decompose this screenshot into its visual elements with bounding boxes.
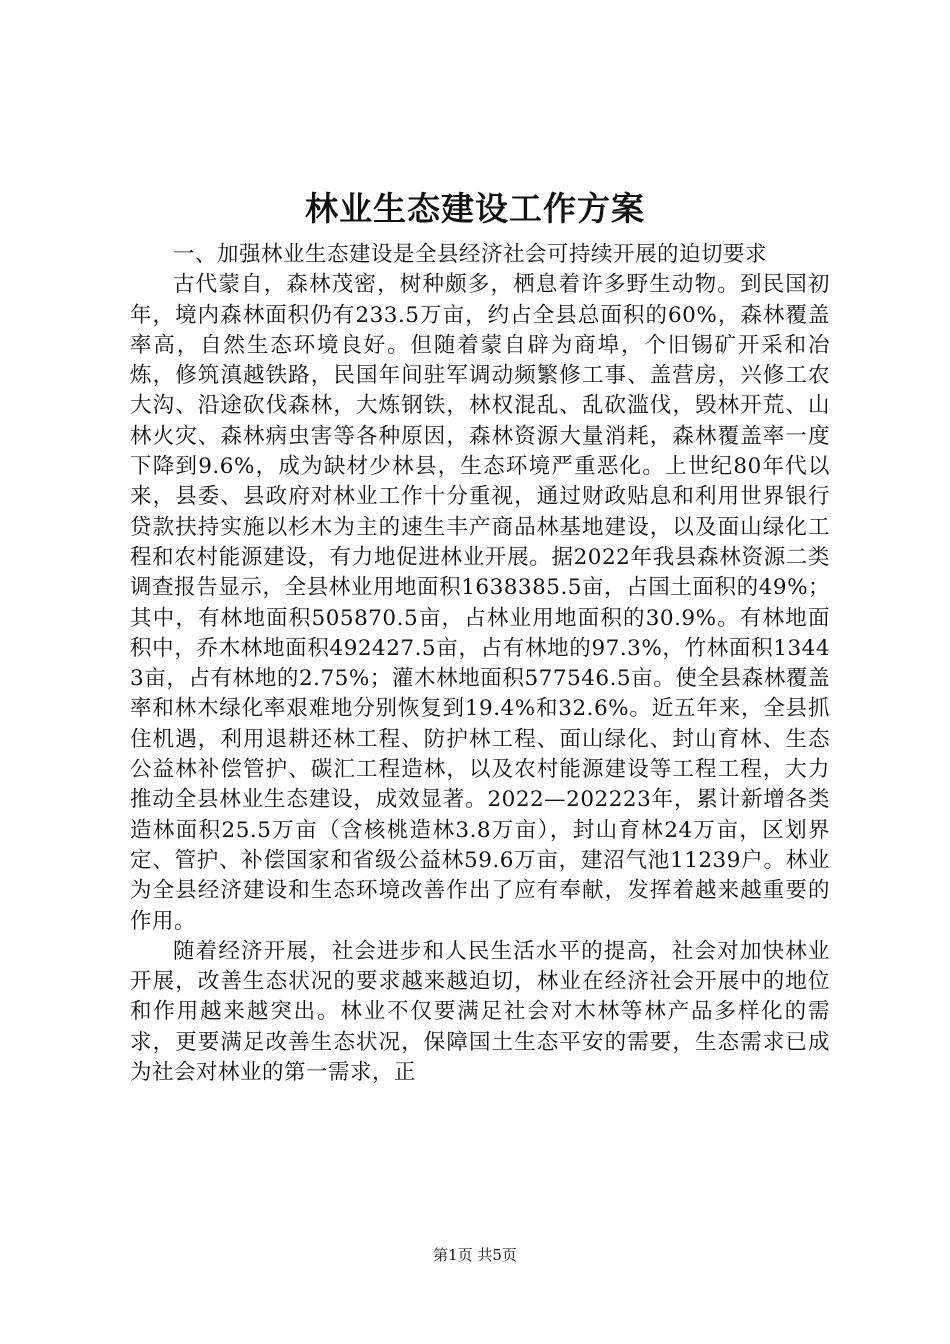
page-footer: 第1页 共5页 xyxy=(433,1246,517,1264)
body-paragraph: 古代蒙自，森林茂密，树种颇多，栖息着许多野生动物。到民国初年，境内森林面积仍有233.5万亩，约占全县总面积的60%，森林覆盖率高，自然生态环境良好。但随着蒙自辟为商埠，个旧锡矿开采和冶炼，修筑滇越铁路，民国年间驻军调动频繁修工事、盖营房，兴修工农大沟、沿途砍伐森林，大炼钢铁，林权混乱、乱砍滥伐，毁林开荒、山林火灾、森林病虫害等各种原因，森林资源大量消耗，森林覆盖率一度下降到9.6%，成为缺材少林县，生态环境严重恶化。上世纪80年代以来，县委、县政府对林业工作十分重视，通过财政贴息和利用世界银行贷款扶持实施以杉木为主的速生丰产商品林基地建设，以及面山绿化工程和农村能源建设，有力地促进林业开展。据2022年我县森林资源二类调查报告显示，全县林业用地面积1638385.5亩，占国土面积的49%；其中，有林地面积505870.5亩，占林业用地面积的30.9%。有林地面积中，乔木林地面积492427.5亩，占有林地的97.3%，竹林面积13443亩，占有林地的2.75%；灌木林地面积577546.5亩。使全县森林覆盖率和林木绿化率艰难地分别恢复到19.4%和32.6%。近五年来，全县抓住机遇，利用退耕还林工程、防护林工程、面山绿化、封山育林、生态公益林补偿管护、碳汇工程造林，以及农村能源建设等工程工程，大力推动全县林业生态建设，成效显著。2022—202223年，累计新增各类造林面积25.5万亩（含核桃造林3.8万亩），封山育林24万亩，区划界定、管护、补偿国家和省级公益林59.6万亩，建沼气池11239户。林业为全县经济建设和生态环境改善作出了应有奉献，发挥着越来越重要的作用。 xyxy=(130,272,830,934)
body-paragraph: 随着经济开展，社会进步和人民生活水平的提高，社会对加快林业开展，改善生态状况的要求越来越迫切，林业在经济社会开展中的地位和作用越来越突出。林业不仅要满足社会对木林等林产品多样化的需求，更要满足改善生态状况，保障国土生态平安的需要，生态需求已成为社会对林业的第一需求，正 xyxy=(130,938,830,1086)
page-title: 林业生态建设工作方案 xyxy=(305,189,645,228)
document-body xyxy=(130,240,830,1088)
section-heading: 一、加强林业生态建设是全县经济社会可持续开展的迫切要求 xyxy=(173,242,768,267)
